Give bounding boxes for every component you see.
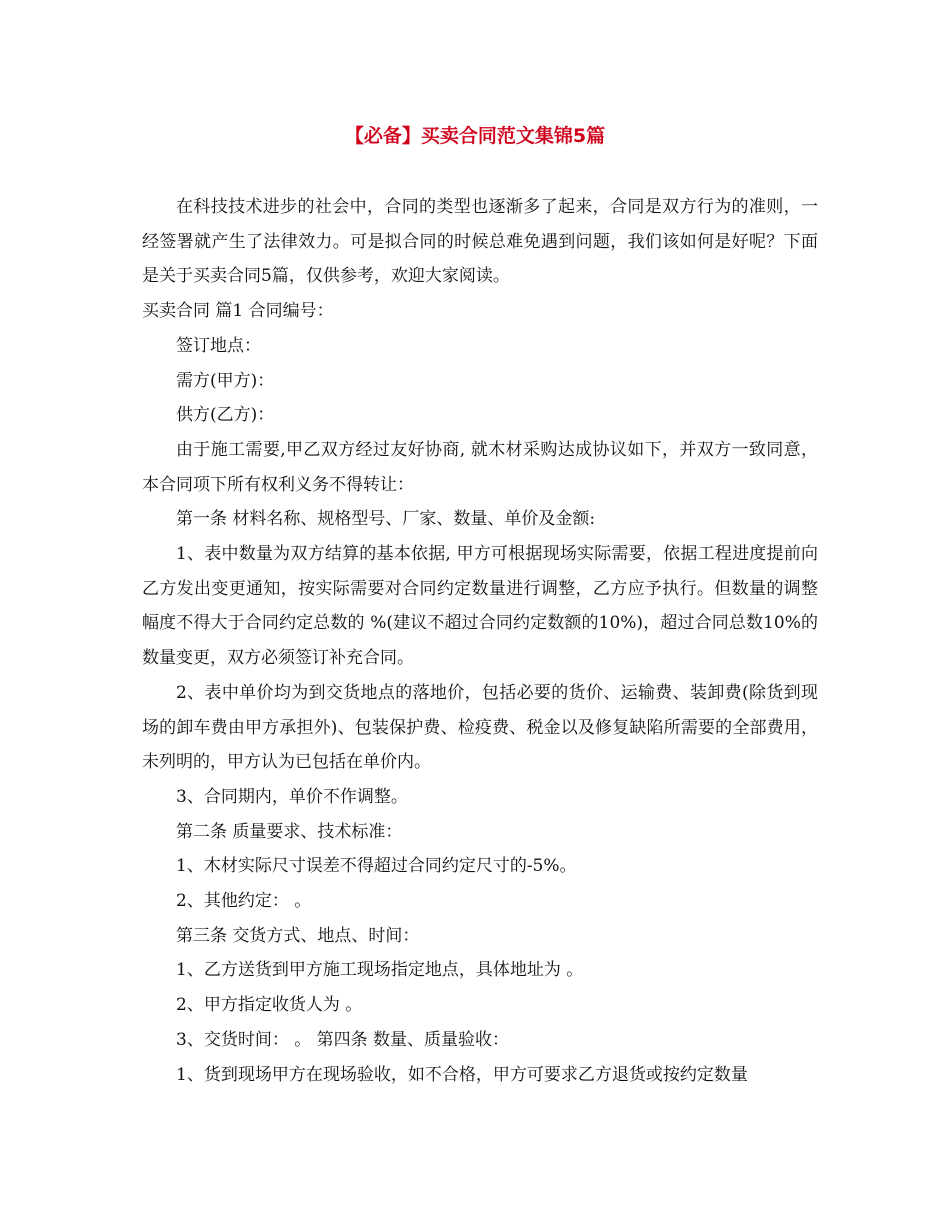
party-a-line: 需方(甲方)： [176, 370, 275, 391]
article-2-item-1: 1、木材实际尺寸误差不得超过合同约定尺寸的-5%。 [176, 856, 577, 877]
sign-place-line: 签订地点： [176, 335, 261, 356]
article-1-item-1: 1、表中数量为双方结算的基本依据, 甲方可根据现场实际需要，依据工程进度提前向乙方发出变更通知，按实际需要对合同约定数量进行调整，乙方应予执行。但数量的调整幅度不得大于合同约定总数的 %(建议不超过合同约定数额的10%)，超过合同总数10%的数量变更，双方必须签订补充合同。 [142, 544, 818, 669]
article-3-title: 第三条 交货方式、地点、时间： [176, 925, 420, 946]
preamble-paragraph: 由于施工需要,甲乙双方经过友好协商, 就木材采购达成协议如下，并双方一致同意，本合同项下所有权利义务不得转让： [142, 439, 818, 495]
document-body [142, 190, 818, 1092]
party-b-line: 供方(乙方)： [176, 405, 275, 426]
article-4-item-1: 1、货到现场甲方在现场验收，如不合格，甲方可要求乙方退货或按约定数量 [176, 1064, 748, 1085]
article-1-item-3: 3、合同期内，单价不作调整。 [176, 786, 408, 807]
article-3-item-3: 3、交货时间： 。 第四条 数量、质量验收： [176, 1029, 510, 1050]
article-1-title: 第一条 材料名称、规格型号、厂家、数量、单价及金额: [176, 509, 596, 530]
document-title: 【必备】买卖合同范文集锦5篇 [344, 125, 606, 147]
article-3-item-1: 1、乙方送货到甲方施工现场指定地点，具体地址为 。 [176, 960, 584, 981]
article-1-item-2: 2、表中单价均为到交货地点的落地价，包括必要的货价、运输费、装卸费(除货到现场的卸车费由甲方承担外)、包装保护费、检疫费、税金以及修复缺陷所需要的全部费用，未列明的，甲方认为已包括在单价内。 [142, 682, 818, 773]
article-2-title: 第二条 质量要求、技术标准： [176, 821, 403, 842]
section-heading: 买卖合同 篇1 合同编号： [142, 301, 334, 322]
intro-paragraph: 在科技技术进步的社会中，合同的类型也逐渐多了起来，合同是双方行为的准则，一经签署就产生了法律效力。可是拟合同的时候总难免遇到问题，我们该如何是好呢？下面是关于买卖合同5篇，仅供参考，欢迎大家阅读。 [142, 197, 818, 287]
article-2-item-2: 2、其他约定： 。 [176, 891, 312, 912]
article-3-item-2: 2、甲方指定收货人为 。 [176, 995, 363, 1016]
